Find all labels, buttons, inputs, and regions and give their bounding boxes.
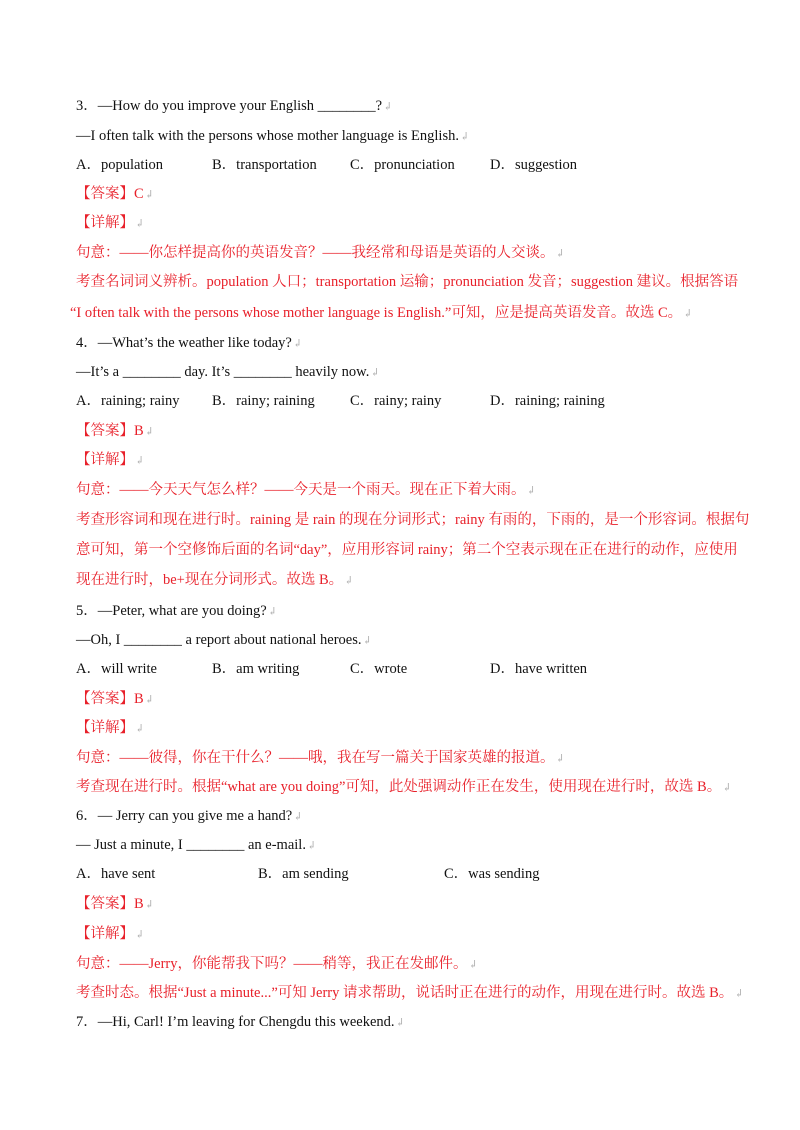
q6-reply: — Just a minute, I ________ an e-mail.↲ (76, 837, 317, 853)
q4-option-d: D．raining; raining (490, 393, 605, 409)
q5-explain-1: 考查现在进行时。根据“what are you doing”可知，此处强调动作正在发生，使用现在进行时，故选 B。↲ (76, 779, 732, 795)
q4-option-c: C．rainy; rainy (350, 393, 442, 409)
q4-reply: —It’s a ________ day. It’s ________ heavily now.↲ (76, 364, 380, 380)
q6-option-a: A．have sent (76, 866, 156, 882)
q6-option-b: B．am sending (258, 866, 349, 882)
q3-explain-1: 考查名词词义辨析。population 人口；transportation 运输；pronunciation 发音；suggestion 建议。根据答语 (76, 274, 739, 290)
q3-meaning: 句意：——你怎样提高你的英语发音？——我经常和母语是英语的人交谈。↲ (76, 245, 565, 261)
q5-meaning: 句意：——彼得，你在干什么？——哦，我在写一篇关于国家英雄的报道。↲ (76, 750, 565, 766)
q3-option-b: B．transportation (212, 157, 317, 173)
q6-explain-1: 考查时态。根据“Just a minute...”可知 Jerry 请求帮助，说话时正在进行的动作，用现在进行时。故选 B。↲ (76, 985, 744, 1001)
q5-option-d: D．have written (490, 661, 588, 677)
q4-explain-1: 考查形容词和现在进行时。raining 是 rain 的现在分词形式；rainy 有雨的，下雨的，是一个形容词。根据句 (76, 512, 750, 528)
q5-option-c: C．wrote (350, 661, 408, 677)
q3-explain-2: “I often talk with the persons whose mother language is English.”可知，应是提高英语发音。故选 C。↲ (70, 305, 693, 321)
q5-option-a: A．will write (76, 661, 157, 677)
q5-detail-label: 【详解】↲ (76, 720, 145, 736)
q5-answer: 【答案】B↲ (76, 691, 154, 707)
q4-answer: 【答案】B↲ (76, 423, 154, 439)
q3-option-a: A．population (76, 157, 163, 173)
q3-reply: —I often talk with the persons whose mother language is English.↲ (76, 128, 470, 144)
q6-answer: 【答案】B↲ (76, 896, 154, 912)
q3-option-d: D．suggestion (490, 157, 577, 173)
q4-option-a: A．raining; rainy (76, 393, 180, 409)
q4-explain-2: 意可知，第一个空修饰后面的名词“day”，应用形容词 rainy；第二个空表示现在正在进行的动作，应使用 (76, 542, 738, 558)
q4-option-b: B．rainy; raining (212, 393, 315, 409)
q6-question: 6．— Jerry can you give me a hand?↲ (76, 808, 303, 824)
q6-meaning: 句意：——Jerry，你能帮我下吗？——稍等，我正在发邮件。↲ (76, 956, 478, 972)
q7-question: 7．—Hi, Carl! I’m leaving for Chengdu this weekend.↲ (76, 1014, 405, 1030)
q3-option-c: C．pronunciation (350, 157, 455, 173)
q4-meaning: 句意：——今天天气怎么样？——今天是一个雨天。现在正下着大雨。↲ (76, 482, 536, 498)
q4-explain-3: 现在进行时，be+现在分词形式。故选 B。↲ (76, 572, 354, 588)
q6-option-c: C．was sending (444, 866, 540, 882)
q5-question: 5．—Peter, what are you doing?↲ (76, 603, 277, 619)
q6-detail-label: 【详解】↲ (76, 926, 145, 942)
q3-detail-label: 【详解】↲ (76, 215, 145, 231)
q4-detail-label: 【详解】↲ (76, 452, 145, 468)
q3-answer: 【答案】C↲ (76, 186, 154, 202)
q4-question: 4．—What’s the weather like today?↲ (76, 335, 303, 351)
q5-reply: —Oh, I ________ a report about national heroes.↲ (76, 632, 372, 648)
q3-question: 3．—How do you improve your English ________?↲ (76, 98, 393, 114)
q5-option-b: B．am writing (212, 661, 300, 677)
